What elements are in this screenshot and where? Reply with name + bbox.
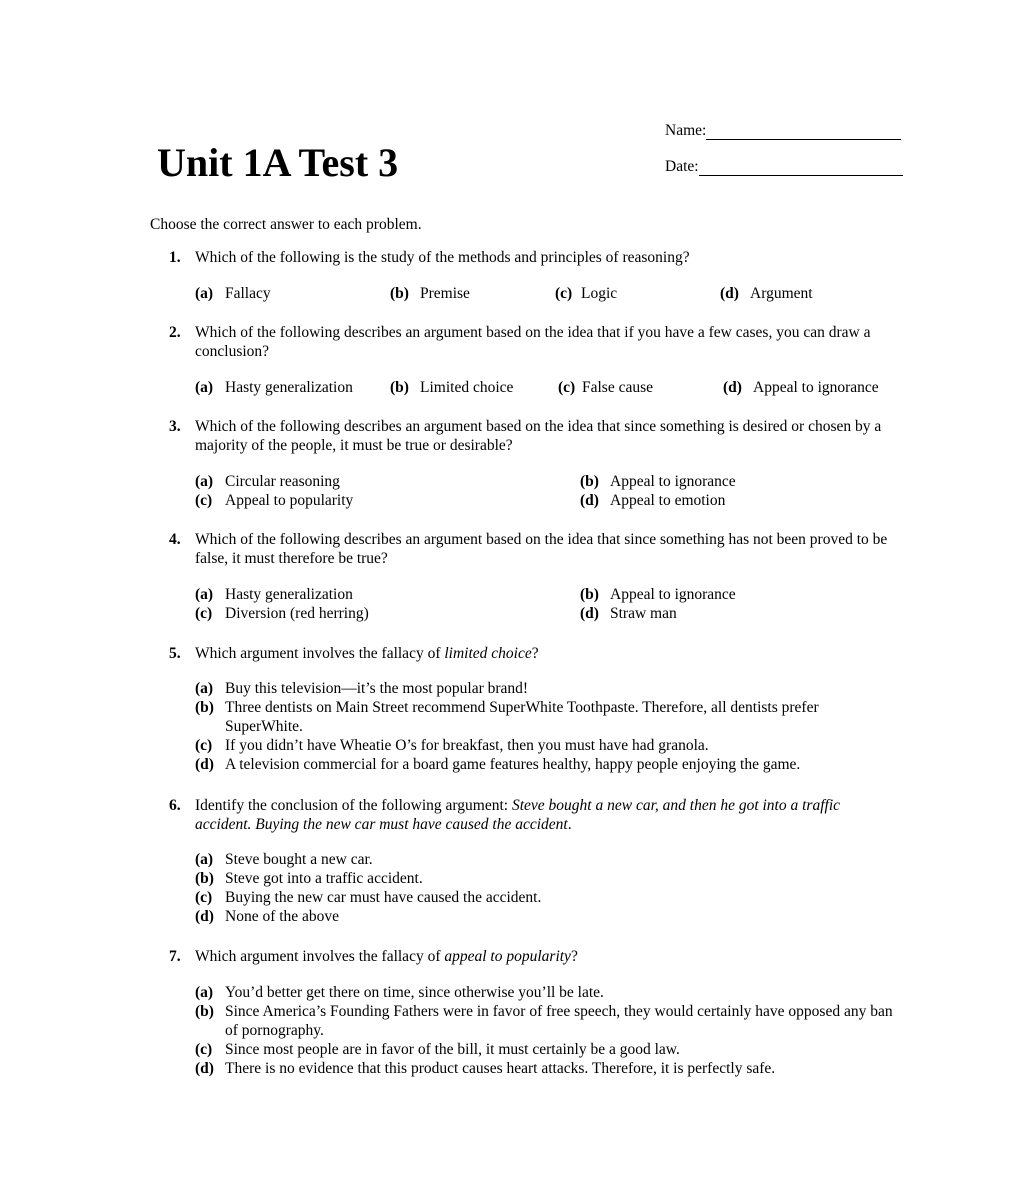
question-text: Which argument involves the fallacy of appeal to popularity? bbox=[195, 948, 578, 965]
choice-label: (a) bbox=[195, 680, 214, 697]
choice-label: (c) bbox=[195, 605, 213, 622]
question-text: Which of the following describes an argument based on the idea that if you have a few cases, you can draw a conclusion? bbox=[195, 324, 871, 360]
choice-text: Circular reasoning bbox=[225, 473, 340, 490]
choice-label: (a) bbox=[195, 379, 214, 396]
question-number: 5. bbox=[169, 645, 181, 662]
question-text: Which of the following is the study of the methods and principles of reasoning? bbox=[195, 249, 690, 266]
choice-label: (b) bbox=[195, 1003, 214, 1020]
choice-row bbox=[195, 378, 899, 397]
choice-text: Buy this television—it’s the most popular brand! bbox=[225, 680, 529, 697]
choice-c[interactable] bbox=[195, 1040, 895, 1059]
choice-label: (b) bbox=[390, 285, 409, 302]
choice-label: (b) bbox=[580, 473, 599, 490]
question-1 bbox=[169, 248, 899, 303]
choice-a[interactable] bbox=[195, 850, 895, 869]
choice-label: (d) bbox=[195, 756, 214, 773]
choice-text: Argument bbox=[750, 285, 813, 302]
choice-text: Since most people are in favor of the bill, it must certainly be a good law. bbox=[225, 1041, 680, 1058]
choice-label: (c) bbox=[195, 737, 213, 754]
question-emphasis: limited choice bbox=[444, 645, 532, 662]
choice-b[interactable] bbox=[390, 378, 558, 397]
choice-label: (a) bbox=[195, 473, 214, 490]
choice-text: Steve got into a traffic accident. bbox=[225, 870, 423, 887]
choice-label: (a) bbox=[195, 285, 214, 302]
choice-text: Fallacy bbox=[225, 285, 271, 302]
choice-label: (b) bbox=[390, 379, 409, 396]
choice-label: (b) bbox=[195, 870, 214, 887]
name-blank-line[interactable] bbox=[706, 123, 901, 140]
choice-c[interactable] bbox=[195, 491, 580, 510]
choice-c[interactable] bbox=[195, 888, 895, 907]
choice-text: Straw man bbox=[610, 605, 677, 622]
choice-label: (d) bbox=[195, 908, 214, 925]
choice-c[interactable] bbox=[195, 604, 580, 623]
question-number: 4. bbox=[169, 531, 181, 548]
question-emphasis: appeal to popularity bbox=[444, 948, 571, 965]
choice-list bbox=[195, 850, 899, 926]
choice-label: (c) bbox=[195, 889, 213, 906]
choice-list bbox=[195, 983, 899, 1078]
choice-label: (c) bbox=[195, 1041, 213, 1058]
choice-label: (a) bbox=[195, 851, 214, 868]
choice-text: Appeal to ignorance bbox=[753, 379, 879, 396]
choice-text: Appeal to ignorance bbox=[610, 473, 736, 490]
instructions: Choose the correct answer to each problem. bbox=[150, 216, 422, 233]
choice-c[interactable] bbox=[555, 284, 720, 303]
choice-label: (c) bbox=[558, 379, 576, 396]
choice-text: You’d better get there on time, since otherwise you’ll be late. bbox=[225, 984, 604, 1001]
question-emphasis: Steve bought a new car, and then he got into a traffic accident. Buying the new car must have caused the accident bbox=[195, 797, 841, 833]
choice-a[interactable] bbox=[195, 472, 580, 491]
choice-d[interactable] bbox=[580, 604, 899, 623]
question-5 bbox=[169, 644, 899, 774]
choice-b[interactable] bbox=[195, 698, 865, 736]
question-number: 1. bbox=[169, 249, 181, 266]
choice-text: Logic bbox=[581, 285, 618, 302]
date-blank-line[interactable] bbox=[699, 159, 903, 176]
choice-c[interactable] bbox=[558, 378, 723, 397]
choice-text: Hasty generalization bbox=[225, 379, 353, 396]
choice-text: Premise bbox=[420, 285, 470, 302]
choice-text: Hasty generalization bbox=[225, 586, 353, 603]
choice-label: (d) bbox=[720, 285, 739, 302]
choice-d[interactable] bbox=[195, 755, 895, 774]
choice-text: Steve bought a new car. bbox=[225, 851, 373, 868]
question-number: 6. bbox=[169, 797, 181, 814]
question-6 bbox=[169, 796, 899, 926]
choice-label: (b) bbox=[195, 699, 214, 716]
question-2 bbox=[169, 323, 899, 397]
question-3 bbox=[169, 417, 899, 510]
choice-b[interactable] bbox=[195, 869, 895, 888]
choice-a[interactable] bbox=[195, 284, 390, 303]
choice-text: There is no evidence that this product causes heart attacks. Therefore, it is perfectly safe. bbox=[225, 1060, 776, 1077]
choice-text: Buying the new car must have caused the accident. bbox=[225, 889, 542, 906]
question-number: 2. bbox=[169, 324, 181, 341]
choice-text: None of the above bbox=[225, 908, 340, 925]
question-7 bbox=[169, 947, 899, 1078]
choice-grid bbox=[195, 472, 899, 510]
choice-label: (c) bbox=[555, 285, 573, 302]
choice-d[interactable] bbox=[195, 907, 895, 926]
choice-text: Limited choice bbox=[420, 379, 514, 396]
name-label: Name: bbox=[665, 122, 707, 139]
choice-text: Diversion (red herring) bbox=[225, 605, 369, 622]
choice-label: (a) bbox=[195, 586, 214, 603]
choice-label: (a) bbox=[195, 984, 214, 1001]
page-title: Unit 1A Test 3 bbox=[157, 140, 399, 185]
choice-text: If you didn’t have Wheatie O’s for breakfast, then you must have had granola. bbox=[225, 737, 709, 754]
question-text: Which of the following describes an argument based on the idea that since something has not been proved to be false, it must therefore be true? bbox=[195, 531, 888, 567]
choice-b[interactable] bbox=[195, 1002, 895, 1040]
choice-label: (d) bbox=[195, 1060, 214, 1077]
date-field[interactable] bbox=[665, 157, 903, 176]
choice-d[interactable] bbox=[195, 1059, 895, 1078]
choice-b[interactable] bbox=[580, 472, 899, 491]
question-number: 3. bbox=[169, 418, 181, 435]
question-text: Identify the conclusion of the following argument: Steve bought a new car, and then he got into a traffic accident. Buying the new car must have caused the accident. bbox=[195, 797, 841, 833]
choice-text: Appeal to emotion bbox=[610, 492, 726, 509]
choice-label: (d) bbox=[580, 605, 599, 622]
choice-a[interactable] bbox=[195, 679, 895, 698]
choice-text: Since America’s Founding Fathers were in favor of free speech, they would certainly have opposed any ban of pornography. bbox=[225, 1003, 893, 1039]
question-text: Which argument involves the fallacy of limited choice? bbox=[195, 645, 539, 662]
choice-label: (c) bbox=[195, 492, 213, 509]
choice-c[interactable] bbox=[195, 736, 895, 755]
choice-label: (d) bbox=[580, 492, 599, 509]
choice-list bbox=[195, 679, 899, 774]
choice-row bbox=[195, 284, 899, 303]
choice-grid bbox=[195, 585, 899, 623]
choice-d[interactable] bbox=[720, 284, 813, 303]
choice-d[interactable] bbox=[580, 491, 899, 510]
question-number: 7. bbox=[169, 948, 181, 965]
choice-text: False cause bbox=[582, 379, 654, 396]
choice-a[interactable] bbox=[195, 378, 390, 397]
choice-text: Appeal to popularity bbox=[225, 492, 354, 509]
choice-b[interactable] bbox=[390, 284, 555, 303]
name-field[interactable] bbox=[665, 121, 901, 140]
choice-label: (d) bbox=[723, 379, 742, 396]
choice-text: Appeal to ignorance bbox=[610, 586, 736, 603]
date-label: Date: bbox=[665, 158, 699, 175]
choice-a[interactable] bbox=[195, 983, 895, 1002]
choice-label: (b) bbox=[580, 586, 599, 603]
choice-text: A television commercial for a board game features healthy, happy people enjoying the game. bbox=[225, 756, 801, 773]
choice-text: Three dentists on Main Street recommend SuperWhite Toothpaste. Therefore, all dentists prefer SuperWhite. bbox=[225, 699, 819, 735]
question-4 bbox=[169, 530, 899, 623]
choice-d[interactable] bbox=[723, 378, 879, 397]
choice-b[interactable] bbox=[580, 585, 899, 604]
question-text: Which of the following describes an argument based on the idea that since something is desired or chosen by a majority of the people, it must be true or desirable? bbox=[195, 418, 882, 454]
choice-a[interactable] bbox=[195, 585, 580, 604]
